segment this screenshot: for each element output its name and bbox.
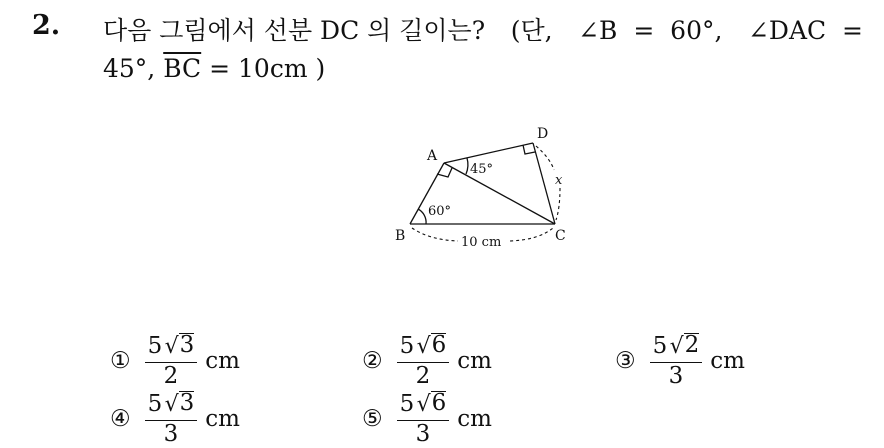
choice-4-coef: 5 — [147, 391, 163, 417]
choice-2-coef: 5 — [399, 333, 415, 359]
choice-1-unit: cm — [205, 347, 240, 374]
choice-3-number: ③ — [615, 347, 636, 374]
cond-angle-b: ∠B = 60°, — [578, 16, 723, 45]
choice-3-coef: 5 — [652, 333, 668, 359]
choice-5-coef: 5 — [399, 391, 415, 417]
segment-dc — [533, 143, 555, 224]
cond-angle-dac: ∠DAC = — [747, 16, 863, 45]
cond-bc-rest: = 10cm ) — [201, 54, 326, 83]
choice-3-fraction: 5 √ 2 3 — [650, 332, 703, 389]
segment-ac — [444, 163, 555, 224]
angle-label-b: 60° — [428, 204, 452, 219]
question-stem — [103, 12, 863, 88]
label-d: D — [537, 126, 549, 142]
dashed-arc-bc-left — [412, 228, 458, 241]
label-b: B — [395, 228, 406, 244]
stem-line-1 — [103, 12, 863, 50]
choice-1-number: ① — [110, 347, 131, 374]
choice-3-radicand: 2 — [684, 332, 700, 358]
choice-2-denominator: 2 — [415, 363, 431, 389]
choice-1[interactable] — [110, 332, 240, 389]
choice-4-fraction: 5 √ 3 3 — [145, 390, 198, 447]
choice-4-denominator: 3 — [163, 421, 179, 447]
question-number: 2. — [32, 10, 61, 41]
segment-ad — [444, 143, 533, 163]
choice-1-coef: 5 — [147, 333, 163, 359]
choice-1-radicand: 3 — [179, 332, 195, 358]
cond-45: 45°, — [103, 54, 156, 83]
choice-3[interactable] — [615, 332, 745, 389]
choice-1-denominator: 2 — [163, 363, 179, 389]
choice-4[interactable] — [110, 390, 240, 447]
choice-2[interactable] — [362, 332, 492, 389]
dashed-arc-bc-right — [510, 228, 553, 241]
angle-arc-a — [466, 158, 468, 174]
choice-2-number: ② — [362, 347, 383, 374]
choice-4-number: ④ — [110, 405, 131, 432]
choice-5-number: ⑤ — [362, 405, 383, 432]
stem-main-text: 다음 그림에서 선분 DC 의 길이는? — [103, 16, 486, 45]
choice-5-denominator: 3 — [415, 421, 431, 447]
choice-5-fraction: 5 √ 6 3 — [397, 390, 450, 447]
dashed-arc-dc-bottom — [556, 188, 560, 220]
geometry-figure — [390, 118, 590, 258]
choice-4-unit: cm — [205, 405, 240, 432]
choice-2-radicand: 6 — [431, 332, 447, 358]
right-angle-d — [523, 145, 535, 154]
angle-arc-b — [418, 209, 426, 224]
length-label-dc: x — [555, 173, 563, 188]
choice-1-fraction: 5 √ 3 2 — [145, 332, 198, 389]
choice-3-denominator: 3 — [668, 363, 684, 389]
choice-3-unit: cm — [710, 347, 745, 374]
cond-open: (단, — [510, 16, 553, 45]
choice-2-fraction: 5 √ 6 2 — [397, 332, 450, 389]
choice-5-unit: cm — [457, 405, 492, 432]
choice-4-radicand: 3 — [179, 390, 195, 416]
cond-bc-segment: $\overline{BC}$ — [163, 54, 202, 83]
choice-5[interactable] — [362, 390, 492, 447]
angle-label-a: 45° — [470, 162, 494, 177]
label-a: A — [427, 148, 438, 164]
stem-line-2 — [103, 50, 863, 88]
label-c: C — [555, 228, 566, 244]
choice-5-radicand: 6 — [431, 390, 447, 416]
choice-2-unit: cm — [457, 347, 492, 374]
length-label-bc: 10 cm — [461, 235, 502, 250]
